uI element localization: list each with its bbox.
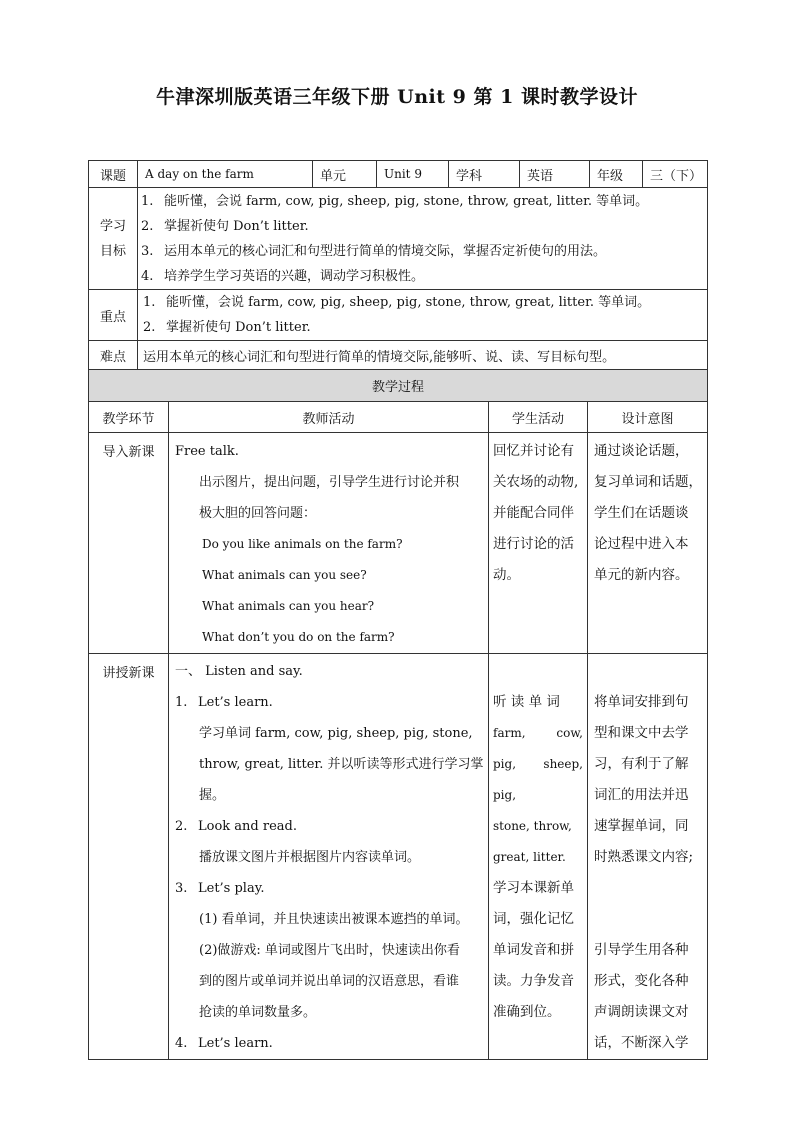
- intro-teacher: Free talk. 出示图片，提出问题，引导学生进行讨论并积 极大胆的回答问题： Do you like animals on the farm? What animals can you see? What animals can you hear? What don’t you do on the farm?: [169, 433, 489, 654]
- goal-item: 1. 能听懂，会说 farm, cow, pig, sheep, pig, stone, throw, great, litter. 等单词。: [141, 193, 649, 209]
- col-student-header: 学生活动: [489, 402, 588, 433]
- difficulty-text: 运用本单元的核心词汇和句型进行简单的情境交际,能够听、说、读、写目标句型。: [138, 341, 708, 370]
- subject-label: 学科: [449, 161, 520, 188]
- goal-item: 4. 培养学生学习英语的兴趣，调动学习积极性。: [141, 268, 425, 284]
- goal-item: 3. 运用本单元的核心词汇和句型进行简单的情境交际，掌握否定祈使句的用法。: [141, 243, 607, 259]
- page-title: 牛津深圳版英语三年级下册 Unit 9 第 1 课时教学设计: [156, 86, 638, 108]
- key-point-item: 2. 掌握祈使句 Don’t litter.: [143, 320, 311, 335]
- col-stage-header: 教学环节: [89, 402, 169, 433]
- process-header: 教学过程: [89, 370, 708, 402]
- goal-item: 2. 掌握祈使句 Don’t litter.: [141, 218, 309, 234]
- goals-label: 学习 目标: [89, 188, 138, 290]
- key-points-list: [138, 290, 708, 341]
- unit-value: Unit 9: [377, 161, 449, 188]
- teach-intent: 将单词安排到句 型和课文中去学 习，有利于了解 词汇的用法并迅 速掌握单词，同 时熟悉课文内容; 引导学生用各种 形式，变化各种 声调朗读课文对 话，不断深入学: [588, 654, 708, 1060]
- col-intent-header: 设计意图: [588, 402, 708, 433]
- teach-stage: 讲授新课: [89, 654, 169, 1060]
- teach-teacher: 一、 Listen and say. 1. Let’s learn. 学习单词 farm, cow, pig, sheep, pig, stone, throw, great, litter. 并以听读等形式进行学习掌 握。 2. Look and read. 播放课文图片并根据图片内容读单词。 3. Let’s play. (1) 看单词，并且快速读出被课本遮挡的单词。 (2)做游戏: 单词或图片飞出时，快速读出你看 到的图片或单词并说出单词的汉语意思，看谁 抢读的单词数量多。 4. Let’s learn.: [169, 654, 489, 1060]
- col-teacher-header: 教师活动: [169, 402, 489, 433]
- info-table: [88, 160, 708, 370]
- key-point-item: 1. 能听懂，会说 farm, cow, pig, sheep, pig, stone, throw, great, litter. 等单词。: [143, 295, 651, 310]
- process-table: [88, 369, 708, 1060]
- topic-value: A day on the farm: [138, 161, 313, 188]
- intro-student: 回忆并讨论有 关农场的动物, 并能配合同伴 进行讨论的活 动。: [489, 433, 588, 654]
- topic-label: 课题: [89, 161, 138, 188]
- grade-label: 年级: [590, 161, 643, 188]
- difficulty-label: 难点: [89, 341, 138, 370]
- subject-value: 英语: [520, 161, 590, 188]
- intro-stage: 导入新课: [89, 433, 169, 654]
- teach-student: 听 读 单 词 farm, cow, pig, sheep, pig, stone, throw, great, litter. 学习本课新单 词，强化记忆 单词发音和拼 读。力争发音 准确到位。: [489, 654, 588, 1060]
- unit-label: 单元: [313, 161, 377, 188]
- goals-list: [138, 188, 708, 290]
- key-points-label: 重点: [89, 290, 138, 341]
- grade-value: 三（下）: [643, 161, 708, 188]
- intro-intent: 通过谈论话题， 复习单词和话题， 学生们在话题谈 论过程中进入本 单元的新内容。: [588, 433, 708, 654]
